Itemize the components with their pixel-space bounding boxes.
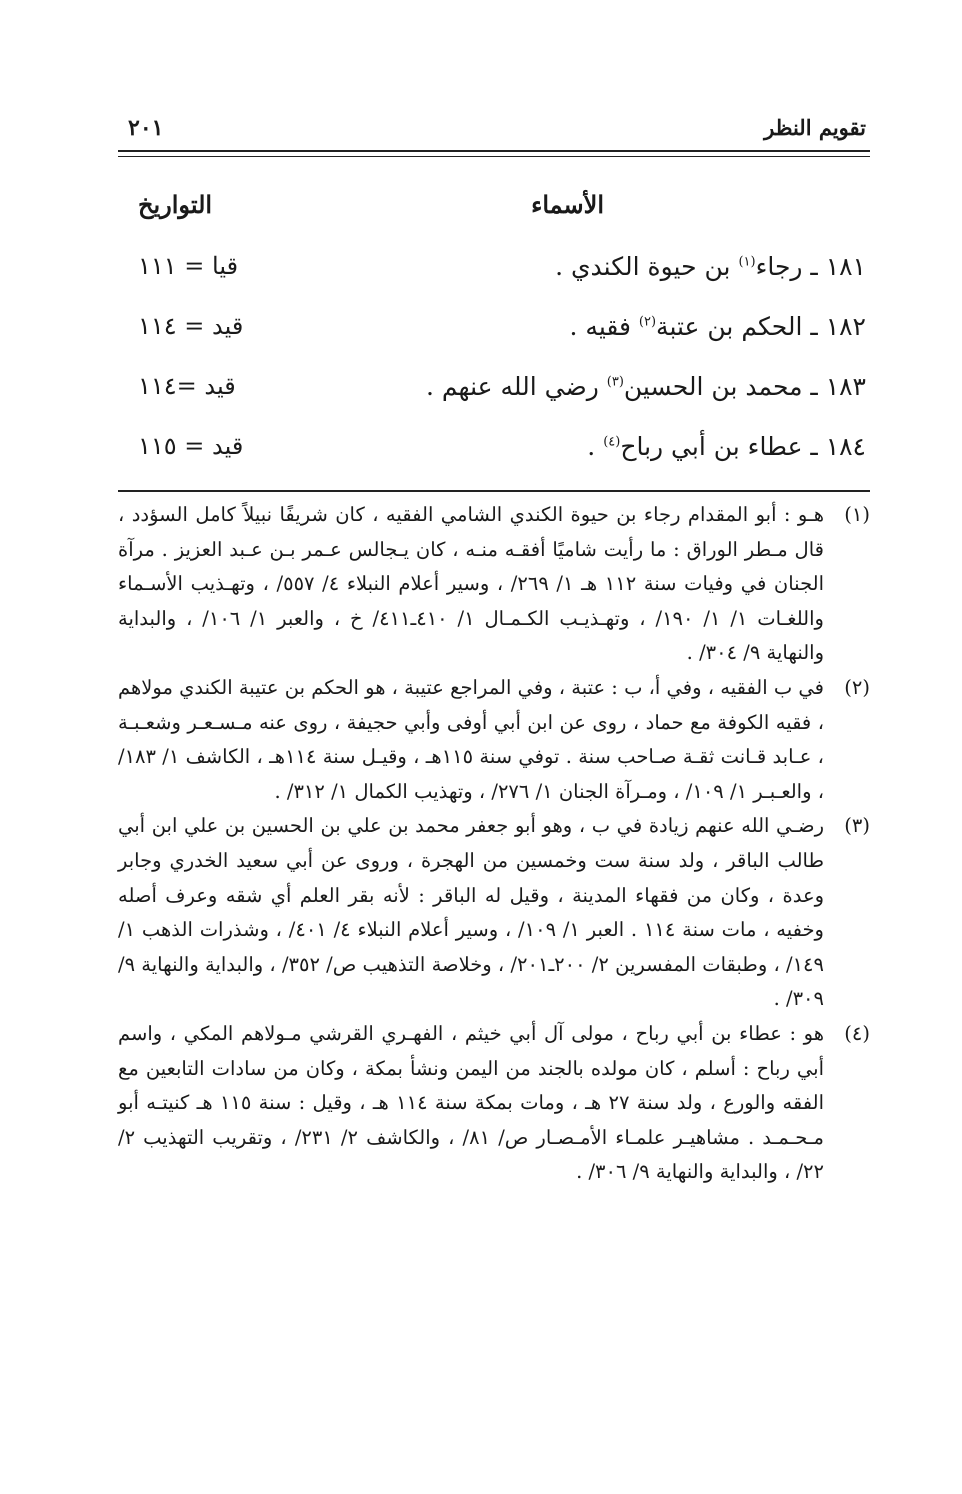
- running-head: [124, 115, 866, 149]
- footnote-text: رضـي الله عنهم زيادة في ب ، وهو أبو جعفر محمد بن علي بن الحسين بن علي ابن أبي طالب الباقر ، ولد سنة ست وخمسين من الهجرة ، وروى عن أبي سعيد الخدري وجابر وعدة ، وكان من فقهاء المدينة ، وقيل له الباقر : لأنه بقر العلم أي شقه وعرف أصله وخفيه ، مات سنة ١١٤ . العبر ١/ ١٠٩/ ، وسير أعلام النبلاء ٤/ ٤٠١/ ، وشذرات الذهب ١/ ١٤٩/ ، وطبقات المفسرين ٢/ ٢٠٠ـ٢٠١/ ، وخلاصة التذهيب ص/ ٣٥٢/ ، والبداية والنهاية ٩/ ٣٠٩/ .: [118, 814, 824, 1011]
- header-rule-thick: [118, 150, 870, 152]
- entry-date: قيد = ١١٥: [138, 432, 244, 460]
- page-number: ٢٠١: [128, 115, 164, 141]
- footnote-text: في ب الفقيه ، وفي أ، ب : عتبة ، وفي المراجع عتيبة ، هو الحكم بن عتيبة الكندي مولاهم ، فقيه الكوفة مع حماد ، روى عن ابن أبي أوفى وأبي حجيفة ، روى عنه مـسـعـر وشعـبـة ، عـابد قـانت ثقـة صـاحب سنة . توفي سنة ١١٥هـ ، وقيـل سنة ١١٤هـ ، الكاشف ١/ ١٨٣/ ، والعـبـر ١/ ١٠٩/ ، ومـرآة الجنان ١/ ٢٧٦/ ، وتهذيب الكمال ١/ ٣١٢/ .: [118, 675, 824, 803]
- entry-rest: بن حيوة الكندي .: [555, 252, 739, 281]
- entry-date: قيد = ١١٤: [138, 312, 244, 340]
- entry-name: ١٨٤ ـ عطاء بن أبي رباح$^{(٤)}$ .: [587, 432, 866, 461]
- footnote-ref: (١): [738, 254, 756, 270]
- entry-rest: فقيه .: [569, 312, 639, 341]
- table-row: [124, 312, 866, 356]
- header-rule-thin: [118, 156, 870, 157]
- footnote-ref: (٣): [606, 374, 624, 390]
- footnote-ref: (٢): [638, 314, 657, 330]
- entry-name: ١٨١ ـ رجاء$^{(١)}$ بن حيوة الكندي .: [555, 252, 866, 281]
- entry-name: ١٨٢ ـ الحكم بن عتبة$^{(٢)}$ فقيه .: [569, 312, 866, 341]
- footnotes: [118, 498, 870, 1190]
- entry-date: قيد =١١٤: [138, 372, 236, 400]
- footnote-ref: (٤): [603, 434, 621, 450]
- entry-date: قيا = ١١١: [138, 252, 239, 280]
- footnote-marker: (٣): [844, 814, 870, 838]
- entry-number: ١٨١: [825, 252, 866, 281]
- entry-name-text: الحكم بن عتبة: [656, 312, 803, 341]
- footnote-separator: [118, 490, 870, 492]
- footnote-marker: (١): [844, 503, 870, 526]
- entry-name-text: محمد بن الحسين: [623, 372, 803, 401]
- entry-rest: .: [587, 432, 604, 461]
- footnote-marker: (٤): [844, 1021, 870, 1045]
- dates-column-heading: التواريخ: [138, 190, 213, 219]
- running-title: تقويم النظر: [764, 115, 866, 140]
- footnote-text: هو : عطاء بن أبي رباح ، مولى آل أبي خيثم ، الفهـري القرشي مـولاهم المكي ، واسم أبي رباح : أسلم ، كان مولده بالجند من اليمن ونشأ بمكة ، وكان من سادات التابعين مع الفقه والورع ، ولد سنة ٢٧ هـ ، ومات بمكة سنة ١١٤ هـ ، وقيل : سنة ١١٥ هـ كنيتـه أبو مـحـمـد . مشاهيـر علمـاء الأمـصـار ص/ ٨١/ ، والكاشف ٢/ ٢٣١/ ، وتقريب التهذيب ٢/ ٢٢/ ، والبداية والنهاية ٩/ ٣٠٦/ .: [118, 1021, 824, 1184]
- footnote: [118, 498, 870, 671]
- entry-number: ١٨٤: [825, 432, 866, 461]
- footnote: [118, 671, 870, 809]
- footnote-marker: (٢): [844, 675, 870, 699]
- entry-name: ١٨٣ ـ محمد بن الحسين$^{(٣)}$ رضي الله عنهم .: [426, 372, 866, 401]
- footnote: [118, 809, 870, 1017]
- names-column-heading: الأسماء: [531, 190, 604, 219]
- entry-number: ١٨٣: [825, 372, 866, 401]
- entry-number: ١٨٢: [825, 312, 866, 341]
- entry-rest: رضي الله عنهم .: [426, 372, 607, 401]
- table-row: [124, 372, 866, 416]
- footnote: [118, 1017, 870, 1190]
- table-row: [124, 432, 866, 476]
- footnote-text: هـو : أبو المقدام رجاء بن حيوة الكندي الشامي الفقيه ، كان شريفًا نبيلاً كامل السؤدد ، قال مـطر الوراق : ما رأيت شاميًا أفقـه منـه ، كان يـجالس عـمر بـن عـبد العزيز . مرآة الجنان في وفيات سنة ١١٢ هـ ١/ ٢٦٩/ ، وسير أعلام النبلاء ٤/ ٥٥٧/ ، وتهـذيب الأسـماء واللغـات ١/ ١/ ١٩٠/ ، وتهـذيـب الكـمـال ١/ ٤١٠ـ٤١١/ خ ، والعبر ١/ ١٠٦/ ، والبداية والنهاية ٩/ ٣٠٤/ .: [118, 503, 825, 665]
- entry-name-text: عطاء بن أبي رباح: [620, 432, 803, 461]
- entry-name-text: رجاء: [755, 252, 803, 281]
- table-row: [124, 252, 866, 296]
